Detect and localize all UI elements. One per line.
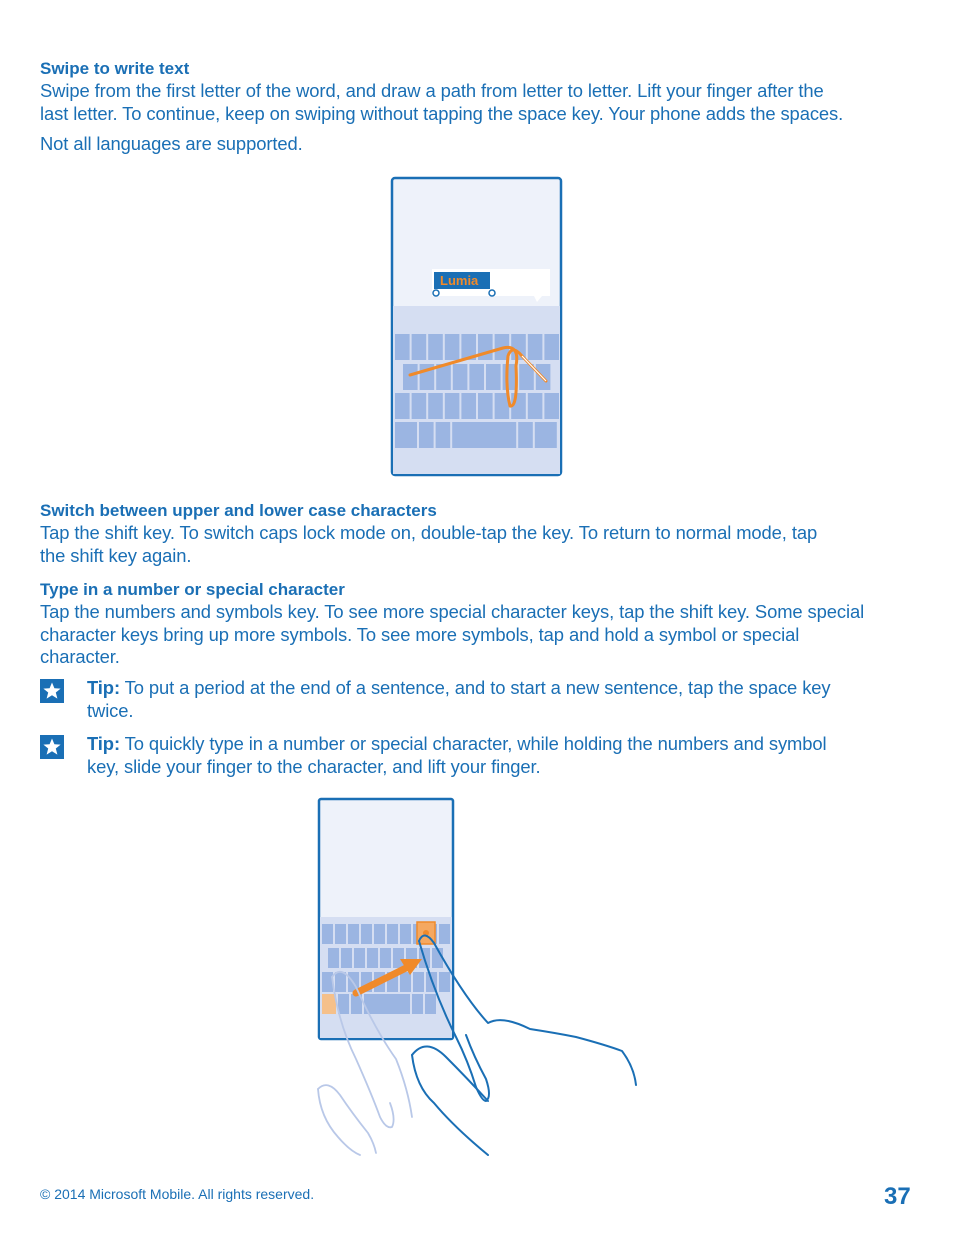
keyboard-key [453, 364, 468, 390]
keyboard-key [374, 924, 385, 944]
lumia-word: Lumia [440, 273, 479, 288]
keyboard-key [354, 948, 365, 968]
swipe-paragraph [40, 80, 940, 125]
keyboard-key [328, 948, 339, 968]
caps-line-1: Tap the shift key. To switch caps lock mode on, double-tap the key. To return to normal mode, tap [40, 522, 818, 543]
keyboard-key [544, 393, 559, 419]
keyboard-key [361, 924, 372, 944]
keyboard-key [478, 393, 493, 419]
tip-label: Tip: [87, 677, 120, 698]
keyboard-key [387, 924, 398, 944]
keyboard-key [486, 364, 501, 390]
keyboard-key [395, 393, 410, 419]
keyboard-key [341, 948, 352, 968]
keyboard-key [322, 924, 333, 944]
keyboard-key [348, 924, 359, 944]
tip-1-line-2: twice. [87, 699, 134, 721]
keyboard-key [335, 924, 346, 944]
number-paragraph [40, 601, 940, 669]
tip-2 [87, 733, 937, 778]
keyboard-key [425, 994, 436, 1014]
keyboard-key [412, 334, 427, 360]
number-line-1: Tap the numbers and symbols key. To see more special character keys, tap the shift key. Some special [40, 601, 865, 622]
keyboard-key [338, 994, 349, 1014]
keyboard-key [400, 924, 411, 944]
symbol-slide-illustration [316, 797, 641, 1159]
heading-swipe: Swipe to write text [40, 59, 190, 78]
tip-2-line-2: key, slide your finger to the character, and lift your finger. [87, 755, 541, 777]
keyboard-key [461, 393, 476, 419]
keyboard-key [439, 972, 450, 992]
keyboard-key [419, 422, 434, 448]
keyboard-key [528, 334, 543, 360]
keyboard-key [412, 393, 427, 419]
number-line-3: character. [40, 646, 120, 668]
star-icon [40, 679, 64, 703]
swipe-line-2: last letter. To continue, keep on swiping without tapping the space key. Your phone adds the spaces. [40, 102, 844, 124]
keyboard-key [436, 422, 451, 448]
tip-1-text: To put a period at the end of a sentence, and to start a new sentence, tap the space key [119, 677, 831, 698]
footer-copyright: © 2014 Microsoft Mobile. All rights reserved. [40, 1186, 315, 1202]
keyboard-key [445, 334, 460, 360]
keyboard-key [395, 422, 417, 448]
keyboard-key [335, 972, 346, 992]
page-number: 37 [884, 1183, 911, 1210]
keyboard-key [469, 364, 484, 390]
keyboard-key [452, 422, 516, 448]
keyboard-key [403, 364, 418, 390]
keyboard-key [412, 994, 423, 1014]
tip-label: Tip: [87, 733, 120, 754]
keyboard-key [322, 972, 333, 992]
swipe-note: Not all languages are supported. [40, 133, 303, 154]
keyboard-key [428, 334, 443, 360]
keyboard-key [518, 422, 533, 448]
swipe-keyboard-illustration [390, 176, 565, 478]
keyboard-key [380, 948, 391, 968]
star-icon [40, 735, 64, 759]
keyboard-key [395, 334, 410, 360]
keyboard-key [400, 972, 411, 992]
numbers-key-highlight [322, 994, 336, 1014]
keyboard-key [439, 924, 450, 944]
tip-2-text: To quickly type in a number or special character, while holding the numbers and symbol [119, 733, 827, 754]
keyboard-key [393, 948, 404, 968]
swipe-line-1: Swipe from the first letter of the word, and draw a path from letter to letter. Lift your finger after the [40, 80, 824, 101]
tip-1-line-1 [87, 677, 937, 700]
caps-paragraph [40, 522, 940, 567]
tip-2-line-1 [87, 733, 937, 756]
keyboard-key [364, 994, 410, 1014]
heading-number: Type in a number or special character [40, 580, 345, 599]
keyboard-key [544, 334, 559, 360]
keyboard-key [535, 422, 557, 448]
tip-1 [87, 677, 937, 722]
keyboard-key [413, 972, 424, 992]
keyboard-key [528, 393, 543, 419]
heading-caps: Switch between upper and lower case characters [40, 501, 437, 520]
keyboard-key [428, 393, 443, 419]
keyboard-key [445, 393, 460, 419]
number-line-2: character keys bring up more symbols. To see more symbols, tap and hold a symbol or special [40, 623, 800, 645]
keyboard-key [367, 948, 378, 968]
caps-line-2: the shift key again. [40, 544, 192, 566]
